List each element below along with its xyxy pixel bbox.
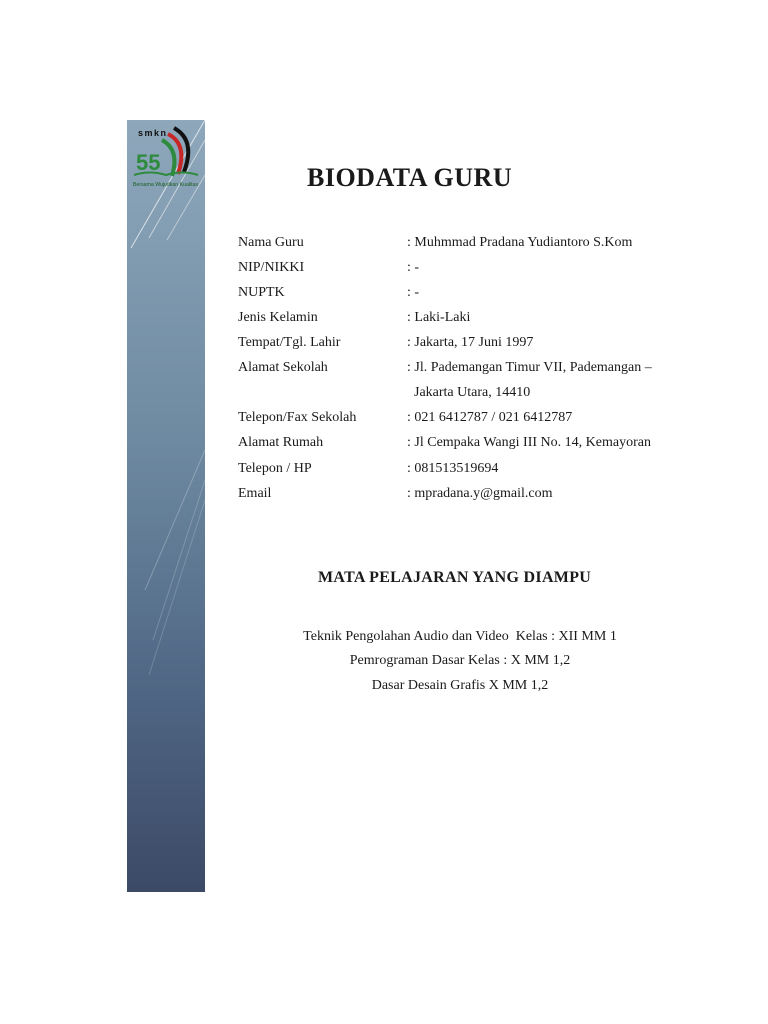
biodata-label: NIP/NIKKI [238,260,305,275]
biodata-value: : Laki-Laki [407,310,471,325]
biodata-row-nama-guru [238,230,698,255]
biodata-label: Alamat Sekolah [238,360,328,375]
logo-number: 55 [136,150,161,175]
biodata-label: Jenis Kelamin [238,310,318,325]
biodata-row-jenis-kelamin [238,305,698,330]
biodata-value: : Muhmmad Pradana Yudiantoro S.Kom [407,235,633,250]
biodata-label: Email [238,486,272,501]
page-title: BIODATA GURU [307,163,513,192]
biodata-value: Jakarta Utara, 14410 [407,385,531,400]
subject-item: Dasar Desain Grafis X MM 1,2 [371,678,549,693]
decorative-side-band [127,120,205,892]
logo-text-top: smkn [138,128,168,138]
biodata-row-tempat-tgl-lahir [238,330,698,355]
subject-item: Teknik Pengolahan Audio dan Video Kelas : XII MM 1 [303,629,617,644]
subjects-heading: MATA PELAJARAN YANG DIAMPU [318,569,592,586]
biodata-value: : Jakarta, 17 Juni 1997 [407,335,534,350]
logo-motto: Bersama Wujudkan Kualitas [133,182,199,188]
subject-item: Pemrograman Dasar Kelas : X MM 1,2 [349,653,571,668]
school-logo [130,122,202,194]
biodata-label: Alamat Rumah [238,435,324,450]
biodata-label: NUPTK [238,285,285,300]
biodata-row-alamat-sekolah-cont [238,380,698,405]
biodata-value: : - [407,285,420,300]
biodata-label: Telepon / HP [238,461,312,476]
biodata-value: : mpradana.y@gmail.com [407,486,553,501]
biodata-row-email [238,481,698,506]
biodata-row-telepon-fax [238,405,698,430]
biodata-value: : - [407,260,420,275]
biodata-row-nuptk [238,280,698,305]
biodata-row-telepon-hp [238,456,698,481]
biodata-row-alamat-rumah [238,430,698,455]
biodata-value: : 021 6412787 / 021 6412787 [407,410,573,425]
biodata-label: Nama Guru [238,235,304,250]
biodata-label: Tempat/Tgl. Lahir [238,335,341,350]
biodata-value: : Jl. Pademangan Timur VII, Pademangan – [407,360,652,375]
biodata-label: Telepon/Fax Sekolah [238,410,357,425]
biodata-value: : 081513519694 [407,461,499,476]
biodata-value: : Jl Cempaka Wangi III No. 14, Kemayoran [407,435,651,450]
biodata-row-nip [238,255,698,280]
band-diagonal-lines [127,120,205,892]
biodata-row-alamat-sekolah [238,355,698,380]
